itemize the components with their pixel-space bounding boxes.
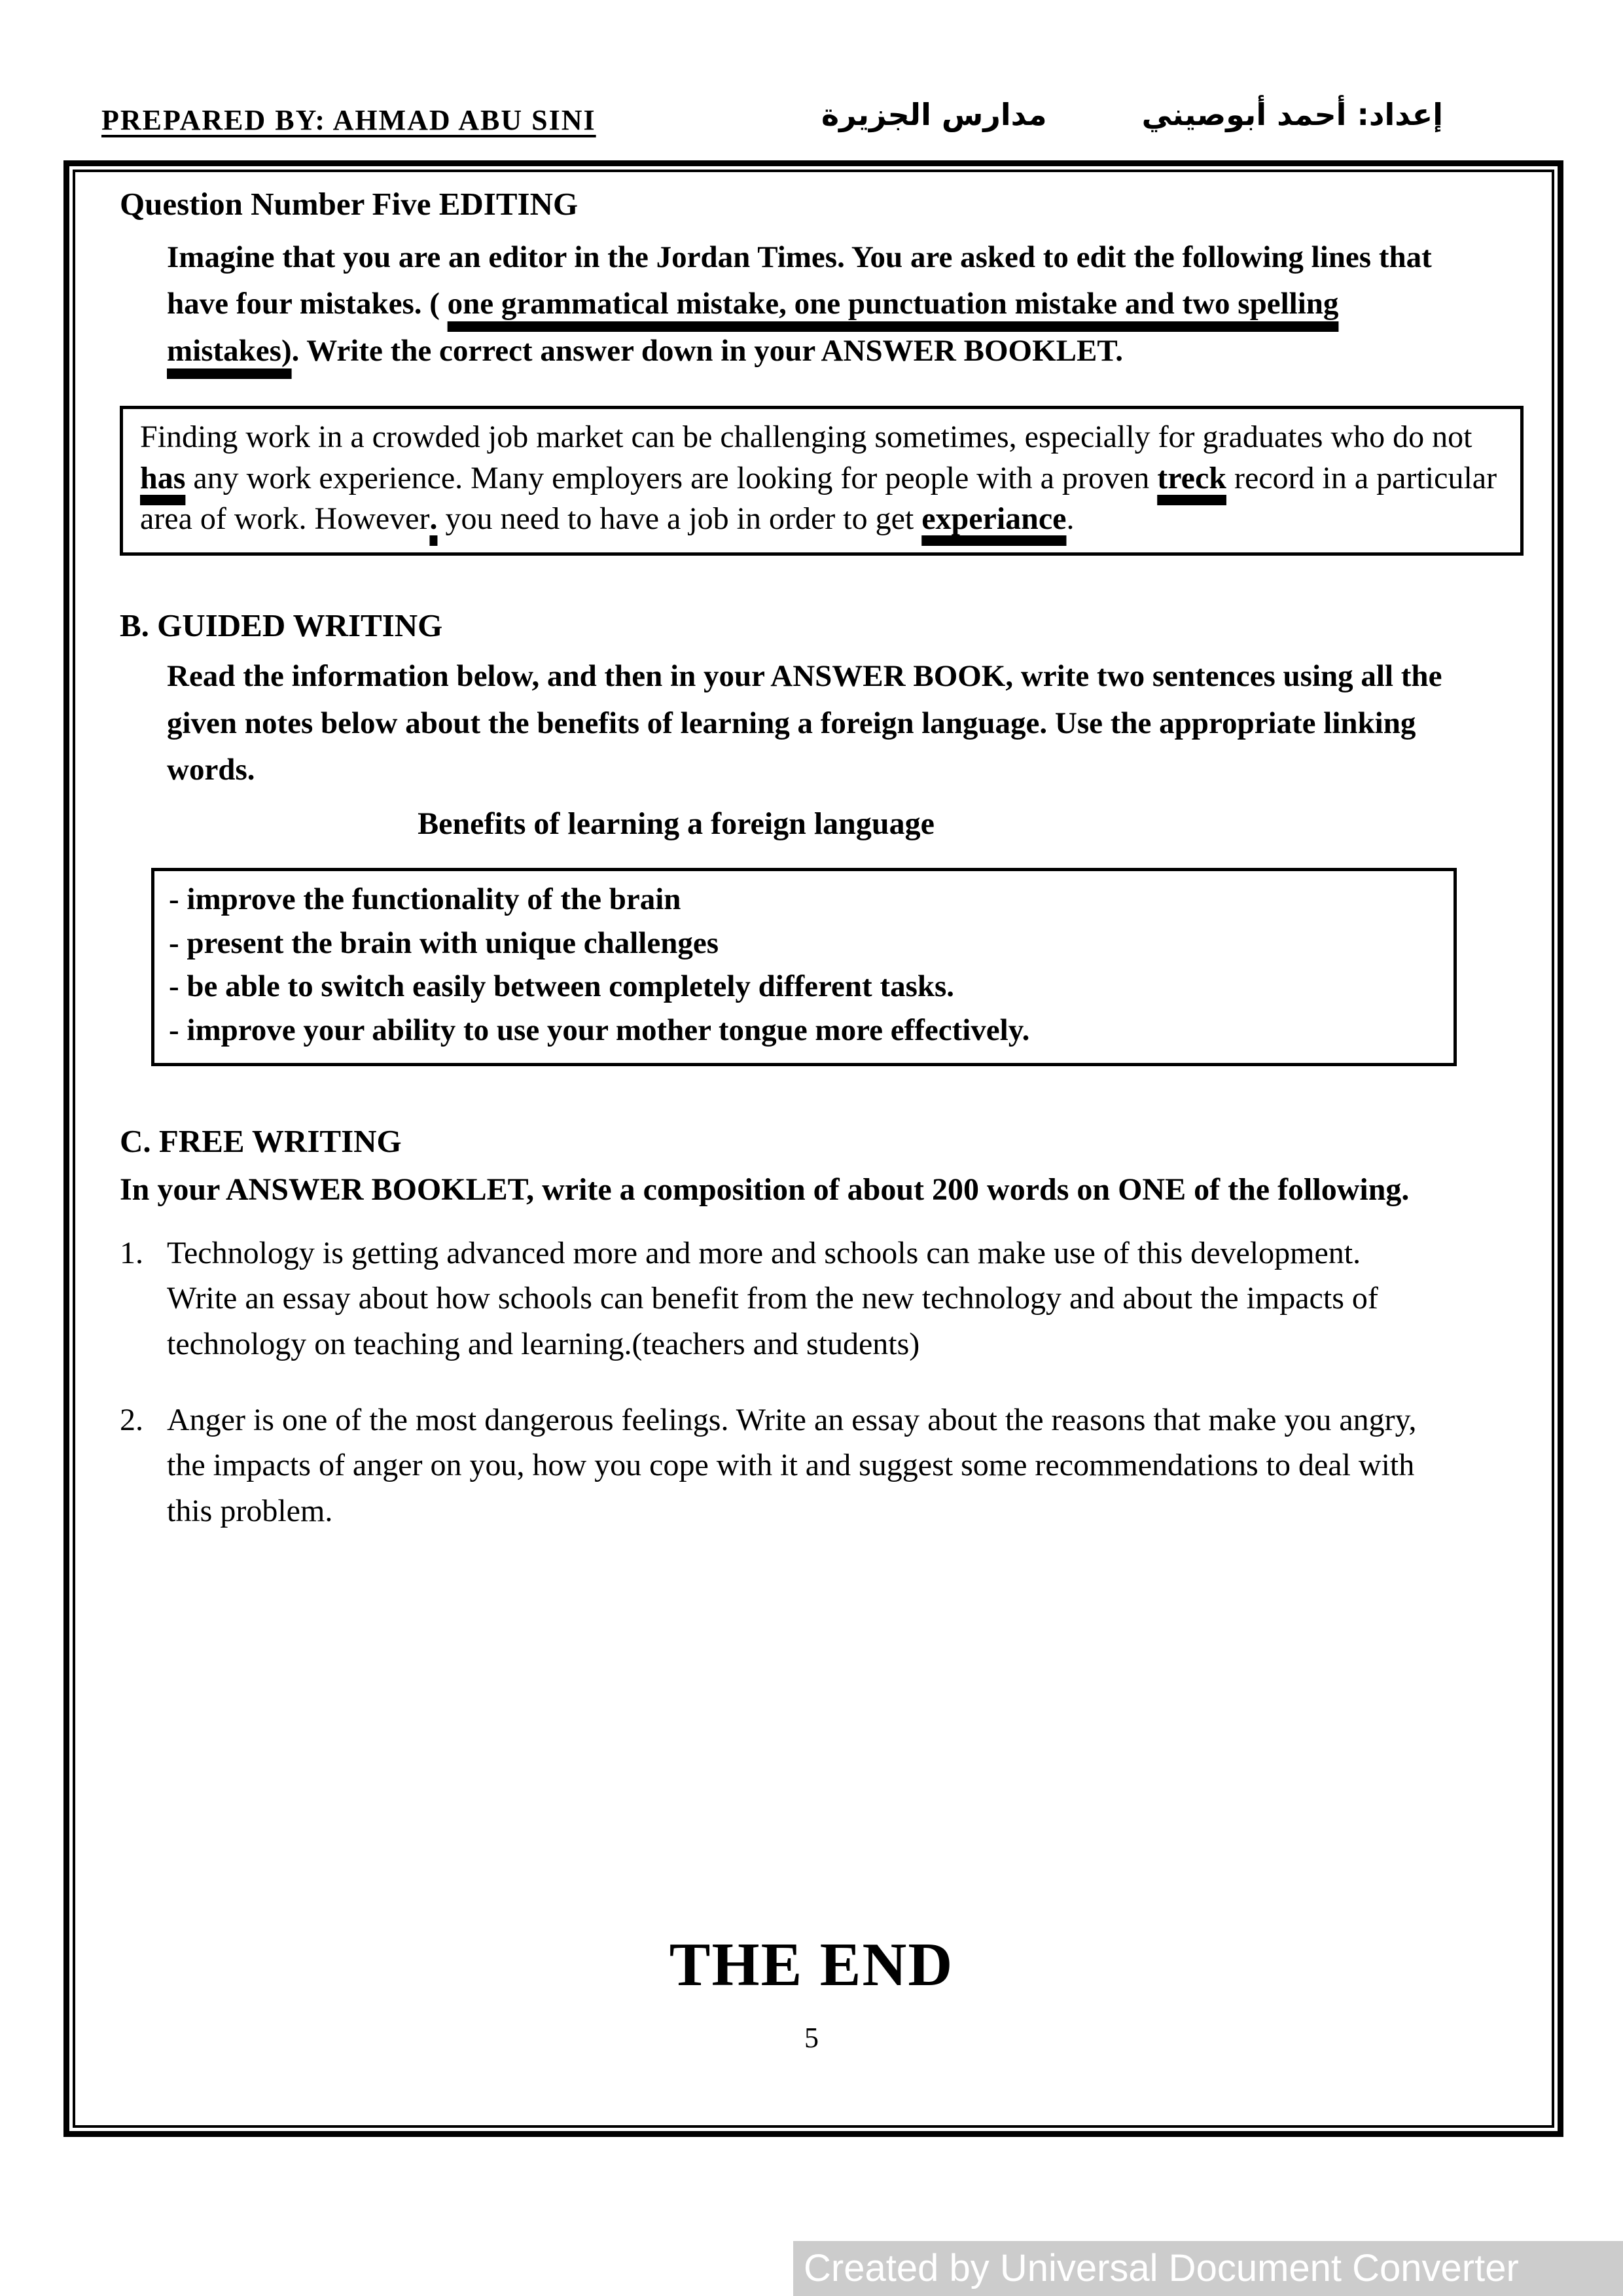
essay-topic-number: 1. xyxy=(120,1235,143,1270)
school-name-arabic: مدارس الجزيرة xyxy=(821,97,1047,132)
editing-instructions-underlined: one grammatical mistake, one punctuation mistake and two spelling mistakes) xyxy=(167,287,1339,368)
editing-passage-box xyxy=(120,406,1524,556)
essay-topic-2 xyxy=(120,1397,1525,1534)
benefit-item: - be able to switch easily between completely different tasks. xyxy=(169,969,955,1004)
mistake-word-experiance: experiance xyxy=(921,501,1067,537)
editing-instructions xyxy=(167,234,1443,374)
mistake-word-has: has xyxy=(140,460,186,495)
page-header xyxy=(101,97,1522,156)
watermark-text: Created by Universal Document Converter xyxy=(804,2247,1519,2289)
passage-run5: . xyxy=(1066,501,1075,537)
guided-writing-instructions: Read the information below, and then in your ANSWER BOOK, write two sentences using all the given notes below about the benefits of learning a foreign language. Use the appropriate linking words. xyxy=(167,659,1442,787)
mistake-punctuation-period: . xyxy=(429,501,438,537)
passage-run3: record in a particular area of work. However xyxy=(140,460,1497,537)
main-border-frame xyxy=(63,160,1563,2137)
mistake-word-treck: treck xyxy=(1157,460,1226,495)
essay-topic-1 xyxy=(120,1230,1525,1367)
watermark-bar xyxy=(793,2241,1623,2296)
passage-run4: you need to have a job in order to get xyxy=(437,501,922,537)
free-writing-title: C. FREE WRITING xyxy=(120,1122,402,1159)
passage-run1: Finding work in a crowded job market can be challenging sometimes, especially for graduates who do not xyxy=(140,420,1472,455)
benefit-item: - present the brain with unique challenges xyxy=(169,925,719,960)
free-writing-instructions: In your ANSWER BOOKLET, write a composition of about 200 words on ONE of the following. xyxy=(120,1172,1410,1207)
passage-run2: any work experience. Many employers are looking for people with a proven xyxy=(185,460,1158,495)
benefit-item: - improve your ability to use your mother tongue more effectively. xyxy=(169,1013,1030,1047)
editing-section-title: Question Number Five EDITING xyxy=(120,186,579,222)
page-number: 5 xyxy=(804,2022,819,2054)
editing-instructions-run1: Imagine that you are an editor in the Jordan Times. You are asked to edit the following lines that have four mistakes. ( xyxy=(167,240,1432,321)
main-border-frame-inner xyxy=(73,170,1554,2128)
benefits-subtitle: Benefits of learning a foreign language xyxy=(418,806,935,841)
prepared-by-arabic: إعداد: أحمد أبوصيني xyxy=(1141,97,1443,132)
essay-topic-text: Technology is getting advanced more and more and schools can make use of this development. Write an essay about how schools can benefit from the new technology and about the impacts of technology on teaching and learning.(teachers and students) xyxy=(167,1235,1378,1361)
prepared-by-english: PREPARED BY: AHMAD ABU SINI xyxy=(101,104,596,136)
editing-instructions-run3: . Write the correct answer down in your ANSWER BOOKLET. xyxy=(291,333,1123,368)
guided-writing-title: B. GUIDED WRITING xyxy=(120,607,443,644)
benefits-notes-box xyxy=(151,868,1457,1066)
benefit-item: - improve the functionality of the brain xyxy=(169,882,681,916)
the-end-heading: THE END xyxy=(669,1931,954,1999)
essay-topic-number: 2. xyxy=(120,1402,143,1437)
essay-topic-text: Anger is one of the most dangerous feelings. Write an essay about the reasons that make you angry, the impacts of anger on you, how you cope with it and suggest some recommendations to deal with this problem. xyxy=(167,1402,1417,1528)
